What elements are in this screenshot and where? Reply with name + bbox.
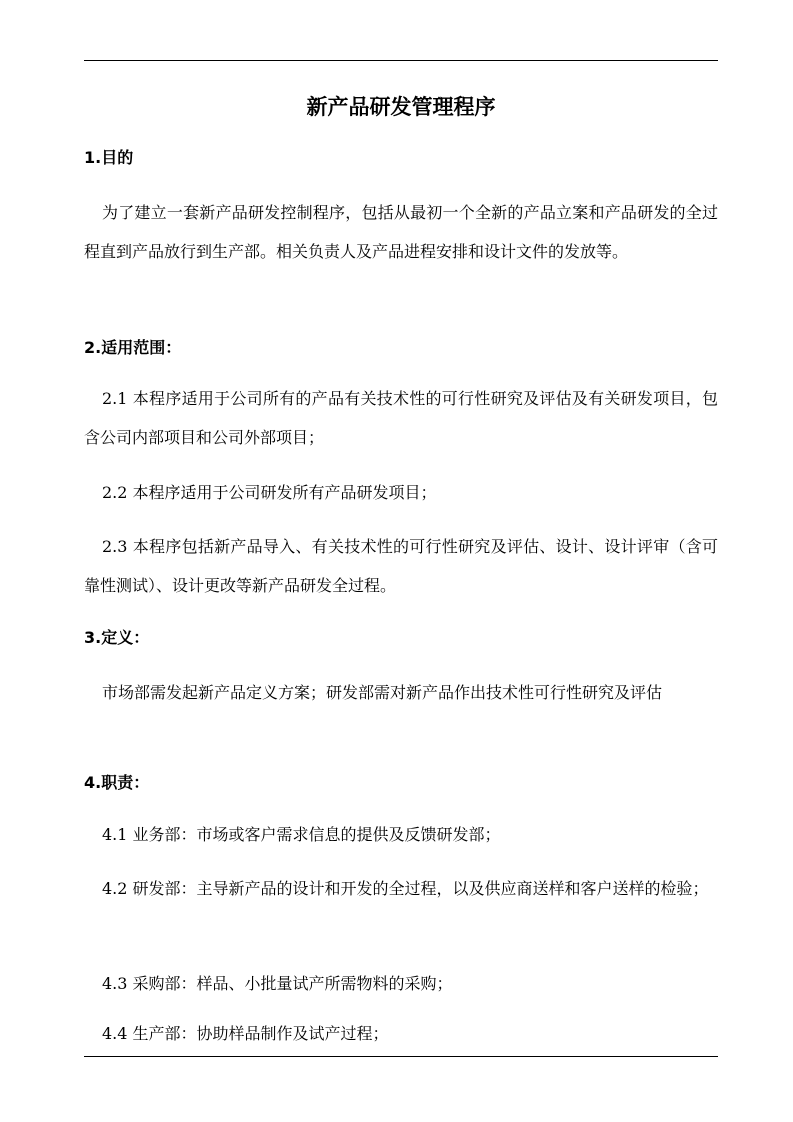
paragraph-resp-4-4: 4.4 生产部：协助样品制作及试产过程； — [102, 1024, 389, 1043]
section-heading-scope: 2.适用范围： — [84, 338, 182, 357]
section-heading-definition: 3.定义： — [84, 628, 150, 647]
header-rule — [84, 60, 718, 61]
paragraph-scope-2-1: 2.1 本程序适用于公司所有的产品有关技术性的可行性研究及评估及有关研发项目，包含公司内部项目和公司外部项目； — [84, 389, 718, 447]
paragraph-scope-2-2: 2.2 本程序适用于公司研发所有产品研发项目； — [102, 483, 437, 502]
paragraph-resp-4-2: 4.2 研发部：主导新产品的设计和开发的全过程，以及供应商送样和客户送样的检验； — [102, 879, 709, 898]
paragraph-purpose: 为了建立一套新产品研发控制程序，包括从最初一个全新的产品立案和产品研发的全过程直到产品放行到生产部。相关负责人及产品进程安排和设计文件的发放等。 — [84, 203, 718, 261]
paragraph-definition: 市场部需发起新产品定义方案；研发部需对新产品作出技术性可行性研究及评估 — [102, 683, 663, 702]
section-heading-responsibilities: 4.职责： — [84, 773, 150, 792]
footer-rule — [84, 1056, 718, 1057]
section-heading-purpose: 1.目的 — [84, 148, 134, 167]
paragraph-resp-4-1: 4.1 业务部：市场或客户需求信息的提供及反馈研发部； — [102, 825, 501, 844]
paragraph-scope-2-3: 2.3 本程序包括新产品导入、有关技术性的可行性研究及评估、设计、设计评审（含可靠性测试）、设计更改等新产品研发全过程。 — [84, 537, 718, 595]
document-title: 新产品研发管理程序 — [306, 95, 496, 119]
paragraph-resp-4-3: 4.3 采购部：样品、小批量试产所需物料的采购； — [102, 974, 453, 993]
